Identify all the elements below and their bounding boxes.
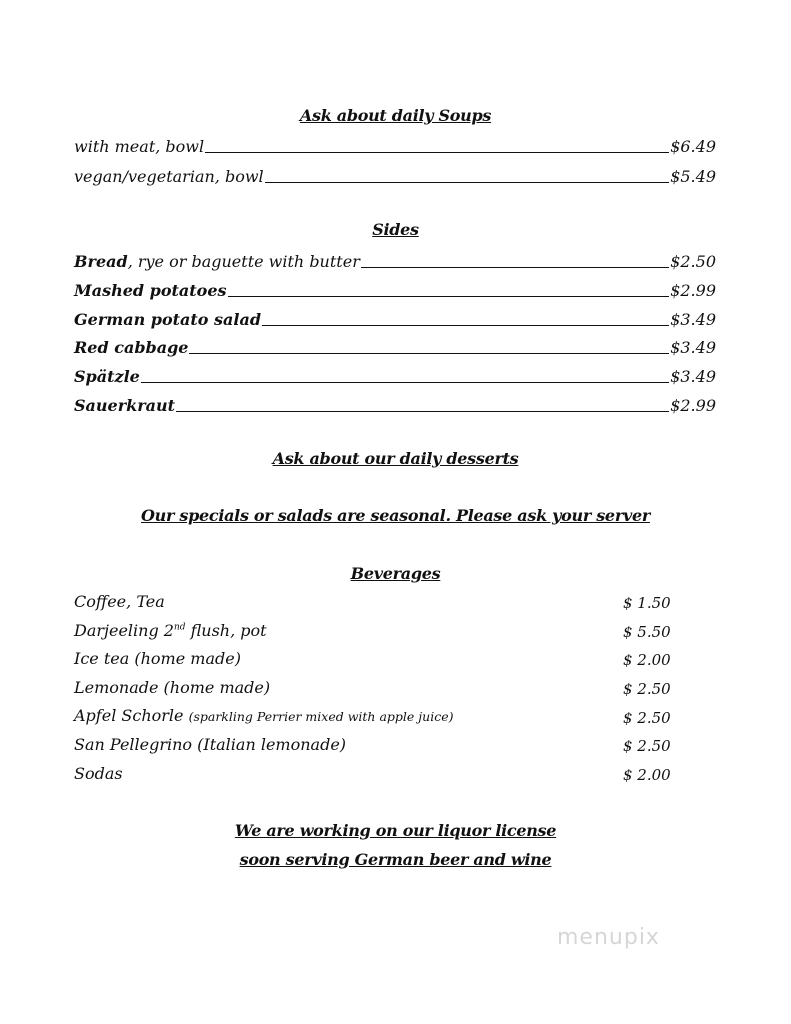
beverage-name: Lemonade (home made) — [74, 678, 271, 697]
superscript: nd — [173, 622, 186, 633]
beverage-name — [74, 706, 453, 725]
beverage-label: Apfel Schorle — [74, 706, 189, 725]
item-name: Sauerkraut — [74, 396, 176, 415]
menu-item — [74, 364, 716, 386]
item-name: Red cabbage — [74, 338, 189, 357]
item-name: Mashed potatoes — [74, 281, 227, 300]
item-name: German potato salad — [74, 310, 262, 329]
beverage-name: Coffee, Tea — [74, 592, 165, 611]
beverage-note: (sparkling Perrier mixed with apple juice) — [188, 709, 454, 724]
menu-item — [74, 393, 716, 415]
beverage-name: San Pellegrino (Italian lemonade) — [74, 735, 347, 754]
beverage-price: $ 2.50 — [623, 709, 671, 727]
leader-line — [361, 267, 669, 268]
specials-note: Our specials or salads are seasonal. Please ask your server — [141, 506, 650, 525]
menu-item — [74, 335, 716, 357]
liquor-note-line1: We are working on our liquor license — [234, 821, 557, 840]
item-name: Spätzle — [74, 367, 140, 386]
menu-item — [74, 307, 716, 329]
item-price: $3.49 — [670, 310, 716, 329]
beverage-price: $ 2.50 — [623, 680, 671, 698]
beverage-name — [74, 621, 267, 640]
liquor-note-line2: soon serving German beer and wine — [239, 850, 552, 869]
beverage-name: Sodas — [74, 764, 123, 783]
beverage-price: $ 2.50 — [623, 737, 671, 755]
watermark-logo: menupix — [557, 925, 660, 950]
item-price: $3.49 — [670, 367, 716, 386]
leader-line — [176, 411, 669, 412]
leader-line — [205, 152, 669, 153]
soups-heading: Ask about daily Soups — [299, 106, 492, 125]
item-price: $2.50 — [670, 252, 716, 271]
beverage-price: $ 1.50 — [623, 594, 671, 612]
item-price: $2.99 — [670, 281, 716, 300]
item-label: with meat, bowl — [74, 137, 205, 156]
item-price: $3.49 — [670, 338, 716, 357]
item-price: $6.49 — [670, 137, 716, 156]
beverage-label-rest: flush, pot — [185, 621, 267, 640]
leader-line — [228, 296, 670, 297]
item-price: $5.49 — [670, 167, 716, 186]
menu-item — [74, 249, 716, 271]
leader-line — [265, 182, 670, 183]
item-name: Bread — [74, 252, 128, 271]
beverage-label: Darjeeling 2 — [74, 621, 174, 640]
leader-line — [141, 382, 669, 383]
item-label: vegan/vegetarian, bowl — [74, 167, 264, 186]
beverage-price: $ 5.50 — [623, 623, 671, 641]
leader-line — [262, 325, 669, 326]
menu-item — [74, 164, 716, 186]
beverage-name: Ice tea (home made) — [74, 649, 241, 668]
beverage-price: $ 2.00 — [623, 651, 671, 669]
menu-item — [74, 134, 716, 156]
beverages-heading: Beverages — [350, 564, 441, 583]
leader-line — [189, 353, 669, 354]
item-label — [74, 252, 360, 271]
sides-heading: Sides — [372, 220, 419, 239]
desserts-note: Ask about our daily desserts — [272, 449, 519, 468]
beverage-price: $ 2.00 — [623, 766, 671, 784]
item-note: , rye or baguette with butter — [127, 252, 360, 271]
item-price: $2.99 — [670, 396, 716, 415]
menu-item — [74, 278, 716, 300]
